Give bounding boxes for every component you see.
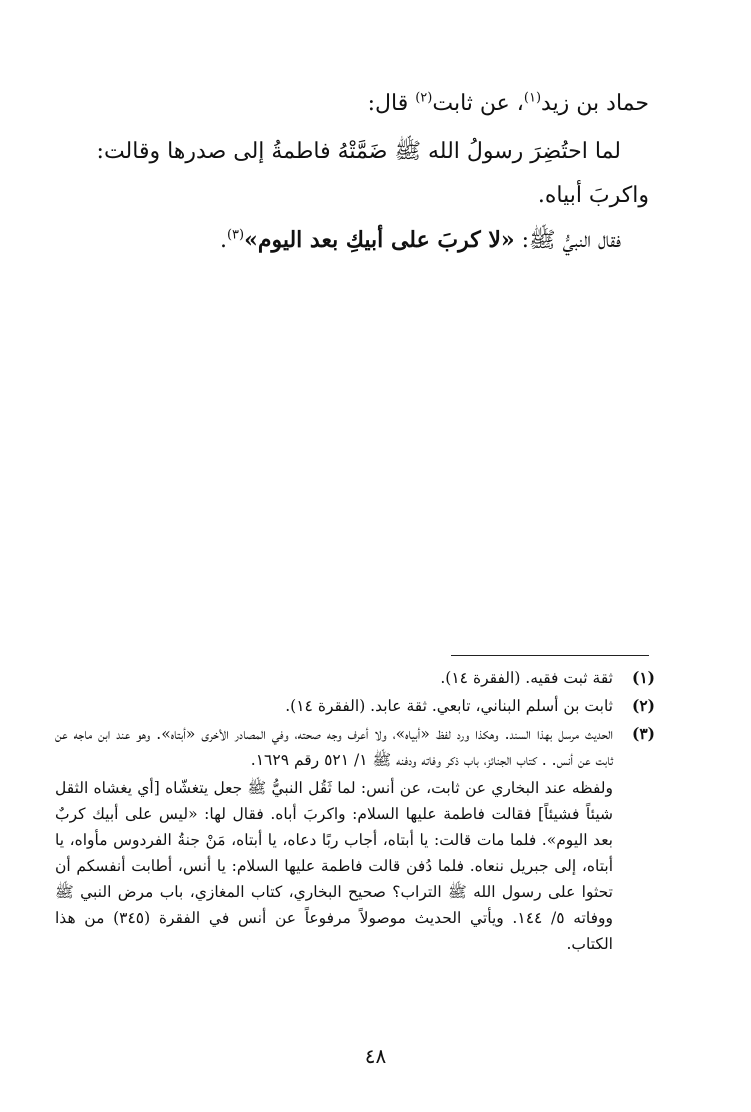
footnote-2 <box>55 693 655 719</box>
footnote-3 <box>55 721 655 957</box>
hadith-quote: «لا كربَ على أبيكِ بعد اليوم» <box>244 227 515 253</box>
main-text <box>89 82 649 263</box>
text-line-2: لما احتُضِرَ رسولُ الله ﷺ ضَمَّتْهُ فاطمةُ إلى صدرها وقالت: <box>96 139 621 164</box>
text-segment: حماد بن زيد <box>541 91 649 116</box>
footnote-ref-3[interactable]: (٣) <box>226 227 245 243</box>
footnote-paragraph: الحديث مرسل بهذا السند. وهكذا ورد لفظ «أبياه»، ولا أعرف وجه صحته، وفي المصادر الأخرى «أبتاه». وهو عند ابن ماجه عن ثابت عن أنس. . كتاب الجنائز، باب ذكر وفاته ودفنه ﷺ ١/ ٥٢١ رقم ١٦٢٩. <box>55 725 613 769</box>
footnote-divider <box>451 655 649 656</box>
footnote-ref-1[interactable]: (١) <box>523 90 542 106</box>
footnote-number: (١) <box>631 668 655 687</box>
footnotes <box>55 665 655 959</box>
text-segment: قال: <box>367 91 416 116</box>
text-line-3: واكربَ أبياه. <box>537 183 649 208</box>
page-number: ٤٨ <box>364 1044 387 1068</box>
text-line-4 <box>89 218 649 263</box>
text-segment: ، عن ثابت <box>432 91 524 116</box>
text-segment: فقال النبيُّ ﷺ: <box>514 228 621 253</box>
footnote-paragraph: ثابت بن أسلم البناني، تابعي. ثقة عابد. (الفقرة ١٤). <box>285 697 613 715</box>
text-line-1 <box>89 82 649 126</box>
footnote-number: (٢) <box>631 696 655 715</box>
footnote-ref-2[interactable]: (٢) <box>415 90 433 106</box>
footnote-text <box>55 721 613 957</box>
footnote-paragraph: ولفظه عند البخاري عن ثابت، عن أنس: لما ثَقُل النبيُّ ﷺ جعل يتغشّاه [أي يغشاه الثقل شيئاً فشيئاً] فقالت فاطمة عليها السلام: واكربَ أباه. فقال لها: «ليس على أبيك كربٌ بعد اليوم». فلما مات قالت: يا أبتاه، أجاب ربًا دعاه، يا أبتاه، مَنْ جنةُ الفردوس مأواه، يا أبتاه، إلى جبريل ننعاه. فلما دُفن قالت فاطمة عليها السلام: يا أنس، أطابت أنفسكم أن تحثوا على رسول الله ﷺ التراب؟ صحيح البخاري، كتاب المغازي، باب مرض النبي ﷺ ووفاته ٥/ ١٤٤. ويأتي الحديث موصولاً مرفوعاً عن أنس في الفقرة (٣٤٥) من هذا الكتاب. <box>55 779 614 953</box>
footnote-number: (٣) <box>631 724 655 743</box>
footnote-text <box>55 693 613 719</box>
text-segment: . <box>219 228 227 253</box>
footnote-1 <box>55 665 655 691</box>
footnote-paragraph: ثقة ثبت فقيه. (الفقرة ١٤). <box>440 669 613 687</box>
footnote-text <box>55 665 613 691</box>
